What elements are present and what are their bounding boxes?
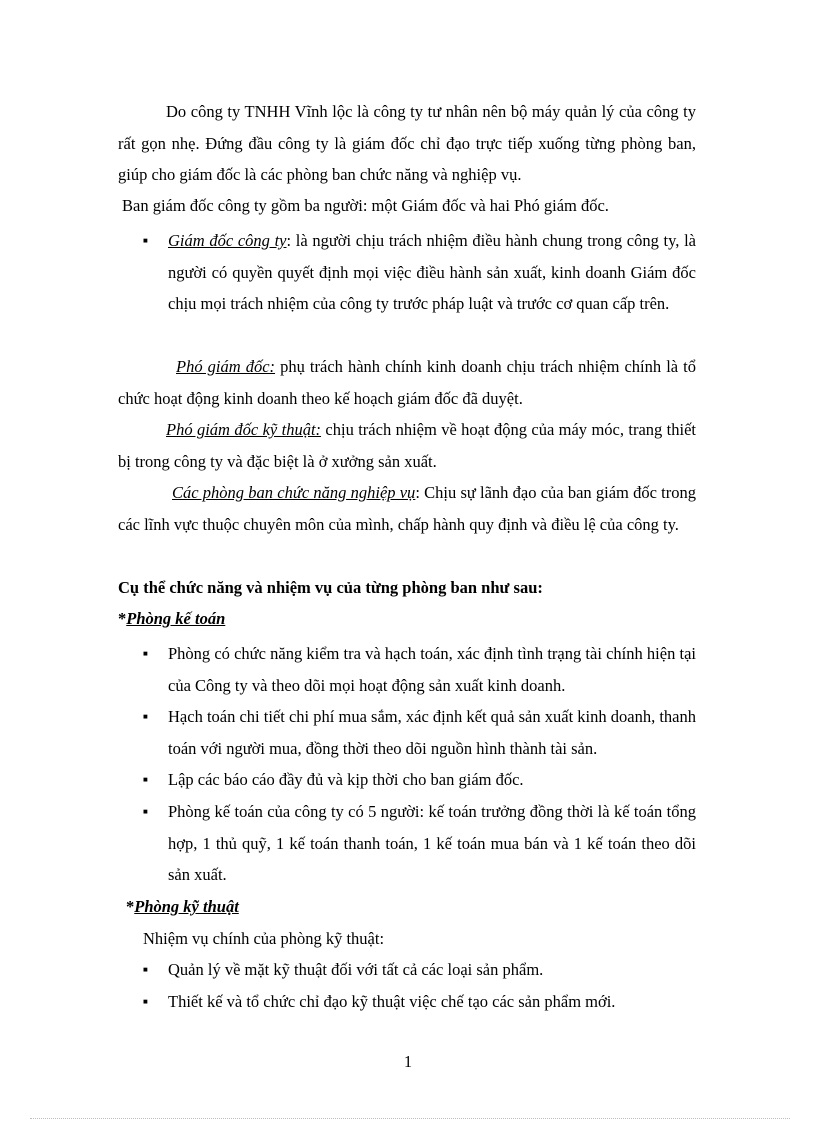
list-item: Phòng có chức năng kiểm tra và hạch toán, xác định tình trạng tài chính hiện tại của Công ty và theo dõi mọi hoạt động sản xuất kinh doanh. (168, 644, 696, 695)
departments-title: Các phòng ban chức năng nghiệp vụ (172, 483, 416, 502)
bullet-icon (143, 764, 153, 796)
page-bottom-divider (30, 1118, 790, 1119)
list-item: Hạch toán chi tiết chi phí mua sắm, xác định kết quả sản xuất kinh doanh, thanh toán với người mua, đồng thời theo dõi nguồn hình thành tài sản. (168, 707, 696, 758)
deputy-tech-title: Phó giám đốc kỹ thuật: (166, 420, 322, 439)
technical-intro: Nhiệm vụ chính của phòng kỹ thuật: (143, 929, 385, 948)
bullet-icon (143, 954, 153, 986)
heading-accounting-title: Phòng kế toán (126, 609, 226, 628)
deputy-text: phụ trách hành chính kinh doanh chịu trách nhiệm chính là tổ chức hoạt động kinh doanh theo kế hoạch giám đốc đã duyệt. (118, 357, 697, 408)
list-item: Phòng kế toán của công ty có 5 người: kế toán trưởng đồng thời là kế toán tổng hợp, 1 thủ quỹ, 1 kế toán thanh toán, 1 kế toán mua bán và 1 kế toán theo dõi sản xuất. (168, 802, 696, 884)
bullet-icon (143, 701, 153, 733)
paragraph-board: Ban giám đốc công ty gồm ba người: một Giám đốc và hai Phó giám đốc. (122, 196, 609, 215)
list-item: Lập các báo cáo đầy đủ và kịp thời cho ban giám đốc. (168, 770, 524, 789)
bullet-icon (143, 638, 153, 670)
deputy-title: Phó giám đốc: (176, 357, 276, 376)
director-title: Giám đốc công ty (168, 231, 287, 250)
paragraph-deputy-tech (118, 414, 696, 477)
heading-technical (126, 891, 239, 923)
heading-accounting (118, 603, 225, 635)
departments-text: : Chịu sự lãnh đạo của ban giám đốc trong các lĩnh vực thuộc chuyên môn của mình, chấp hành quy định và điều lệ của công ty. (118, 483, 696, 534)
list-item: Quản lý về mặt kỹ thuật đối với tất cả các loại sản phẩm. (168, 960, 544, 979)
list-item: Thiết kế và tổ chức chỉ đạo kỹ thuật việc chế tạo các sản phẩm mới. (168, 992, 616, 1011)
bullet-icon (143, 796, 153, 828)
deputy-tech-text: chịu trách nhiệm về hoạt động của máy móc, trang thiết bị trong công ty và đặc biệt là ở xưởng sản xuất. (118, 420, 696, 471)
director-text: : là người chịu trách nhiệm điều hành chung trong công ty, là người có quyền quyết định mọi việc điều hành sản xuất, kinh doanh Giám đốc chịu mọi trách nhiệm của công ty trước pháp luật và trước cơ quan cấp trên. (168, 231, 696, 313)
paragraph-director (168, 225, 696, 320)
heading-star: * (118, 609, 127, 628)
bullet-icon (143, 986, 153, 1018)
paragraph-departments (118, 477, 696, 540)
bullet-icon (143, 225, 153, 257)
heading-technical-title: Phòng kỹ thuật (134, 897, 239, 916)
paragraph-intro: Do công ty TNHH Vĩnh lộc là công ty tư nhân nên bộ máy quản lý của công ty rất gọn nhẹ. Đứng đầu công ty là giám đốc chỉ đạo trực tiếp xuống từng phòng ban, giúp cho giám đốc là các phòng ban chức năng và nghiệp vụ. (118, 102, 696, 184)
page-number: 1 (403, 1052, 413, 1071)
heading-star: * (126, 897, 135, 916)
paragraph-details-heading: Cụ thể chức năng và nhiệm vụ của từng phòng ban như sau: (118, 578, 543, 597)
paragraph-deputy (118, 351, 696, 414)
